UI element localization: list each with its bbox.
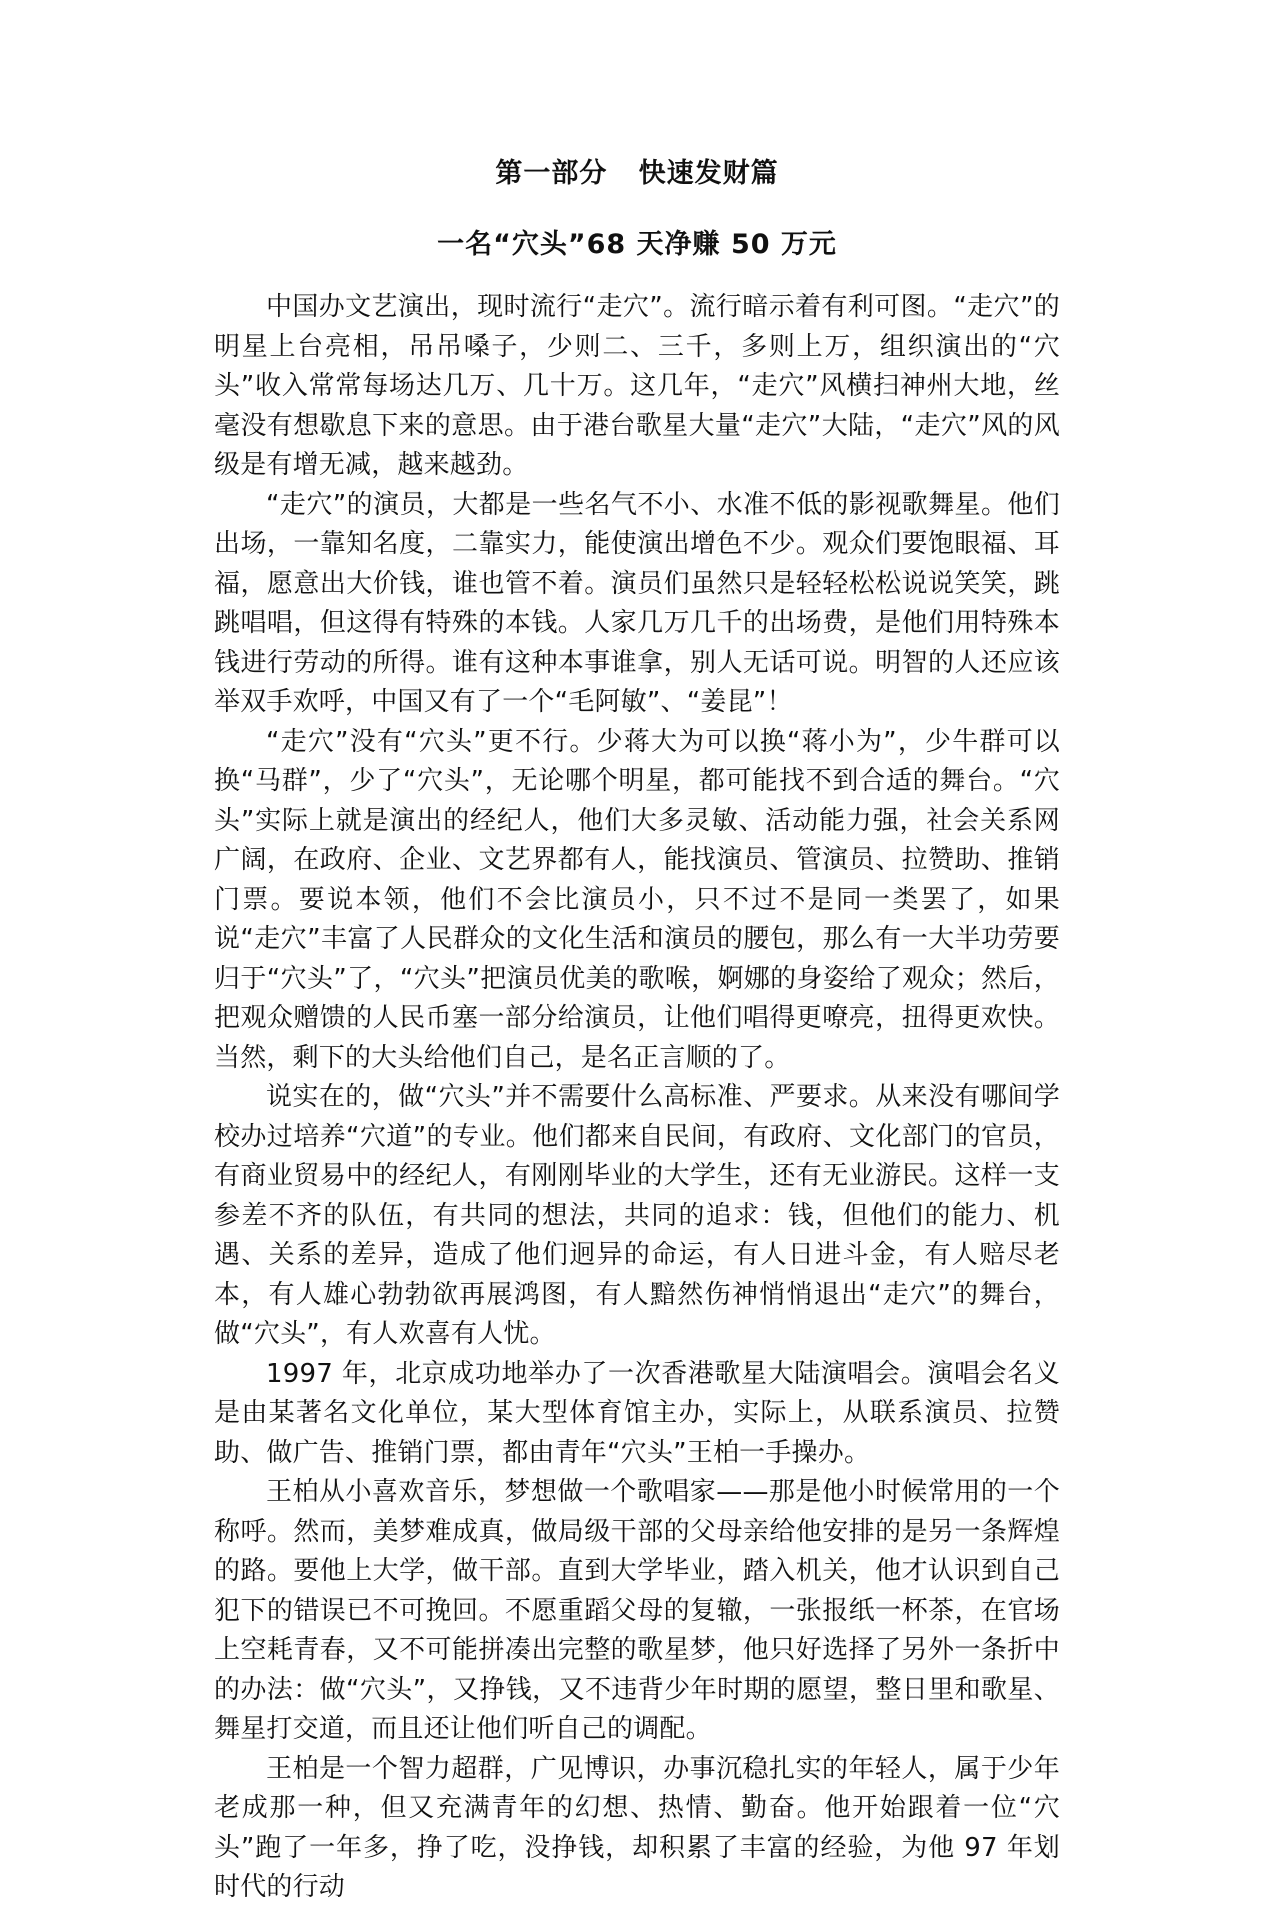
body-paragraph: “走穴”没有“穴头”更不行。少蒋大为可以换“蒋小为”，少牛群可以换“马群”，少了“穴头”，无论哪个明星，都可能找不到合适的舞台。“穴头”实际上就是演出的经纪人，他们大多灵敏、活动能力强，社会关系网广阔，在政府、企业、文艺界都有人，能找演员、管演员、拉赞助、推销门票。要说本领，他们不会比演员小，只不过不是同一类罢了，如果说“走穴”丰富了人民群众的文化生活和演员的腰包，那么有一大半功劳要归于“穴头”了，“穴头”把演员优美的歌喉，婀娜的身姿给了观众；然后，把观众赠馈的人民币塞一部分给演员，让他们唱得更嘹亮，扭得更欢快。当然，剩下的大头给他们自己，是名正言顺的了。 (214, 726, 1060, 1073)
part-title: 第一部分 快速发财篇 (495, 158, 779, 189)
body-paragraph: 中国办文艺演出，现时流行“走穴”。流行暗示着有利可图。“走穴”的明星上台亮相，吊吊嗓子，少则二、三千，多则上万，组织演出的“穴头”收入常常每场达几万、几十万。这几年，“走穴”风横扫神州大地，丝毫没有想歇息下来的意思。由于港台歌星大量“走穴”大陆，“走穴”风的风级是有增无减，越来越劲。 (214, 292, 1060, 480)
article-title: 一名“穴头”68 天净赚 50 万元 (437, 229, 837, 260)
body-paragraph: 1997 年，北京成功地举办了一次香港歌星大陆演唱会。演唱会名义是由某著名文化单位，某大型体育馆主办，实际上，从联系演员、拉赞助、做广告、推销门票，都由青年“穴头”王柏一手操办。 (214, 1358, 1060, 1468)
body-paragraph: 王柏从小喜欢音乐，梦想做一个歌唱家——那是他小时候常用的一个称呼。然而，美梦难成真，做局级干部的父母亲给他安排的是另一条辉煌的路。要他上大学，做干部。直到大学毕业，踏入机关，他才认识到自己犯下的错误已不可挽回。不愿重蹈父母的复辙，一张报纸一杯茶，在官场上空耗青春，又不可能拼凑出完整的歌星梦，他只好选择了另外一条折中的办法：做“穴头”，又挣钱，又不违背少年时期的愿望，整日里和歌星、舞星打交道，而且还让他们听自己的调配。 (214, 1477, 1060, 1744)
body-paragraph: 王柏是一个智力超群，广见博识，办事沉稳扎实的年轻人，属于少年老成那一种，但又充满青年的幻想、热情、勤奋。他开始跟着一位“穴头”跑了一年多，挣了吃，没挣钱，却积累了丰富的经验，为他 97 年划时代的行动 (214, 1753, 1060, 1902)
body-paragraph: 说实在的，做“穴头”并不需要什么高标准、严要求。从来没有哪间学校办过培养“穴道”的专业。他们都来自民间，有政府、文化部门的官员，有商业贸易中的经纪人，有刚刚毕业的大学生，还有无业游民。这样一支参差不齐的队伍，有共同的想法，共同的追求：钱，但他们的能力、机遇、关系的差异，造成了他们迥异的命运，有人日进斗金，有人赔尽老本，有人雄心勃勃欲再展鸿图，有人黯然伤神悄悄退出“走穴”的舞台，做“穴头”，有人欢喜有人忧。 (214, 1082, 1060, 1349)
article-body (214, 288, 1060, 1902)
body-paragraph: “走穴”的演员，大都是一些名气不小、水准不低的影视歌舞星。他们出场，一靠知名度，二靠实力，能使演出增色不少。观众们要饱眼福、耳福，愿意出大价钱，谁也管不着。演员们虽然只是轻轻松松说说笑笑，跳跳唱唱，但这得有特殊的本钱。人家几万几千的出场费，是他们用特殊本钱进行劳动的所得。谁有这种本事谁拿，别人无话可说。明智的人还应该举双手欢呼，中国又有了一个“毛阿敏”、“姜昆”！ (214, 489, 1060, 717)
